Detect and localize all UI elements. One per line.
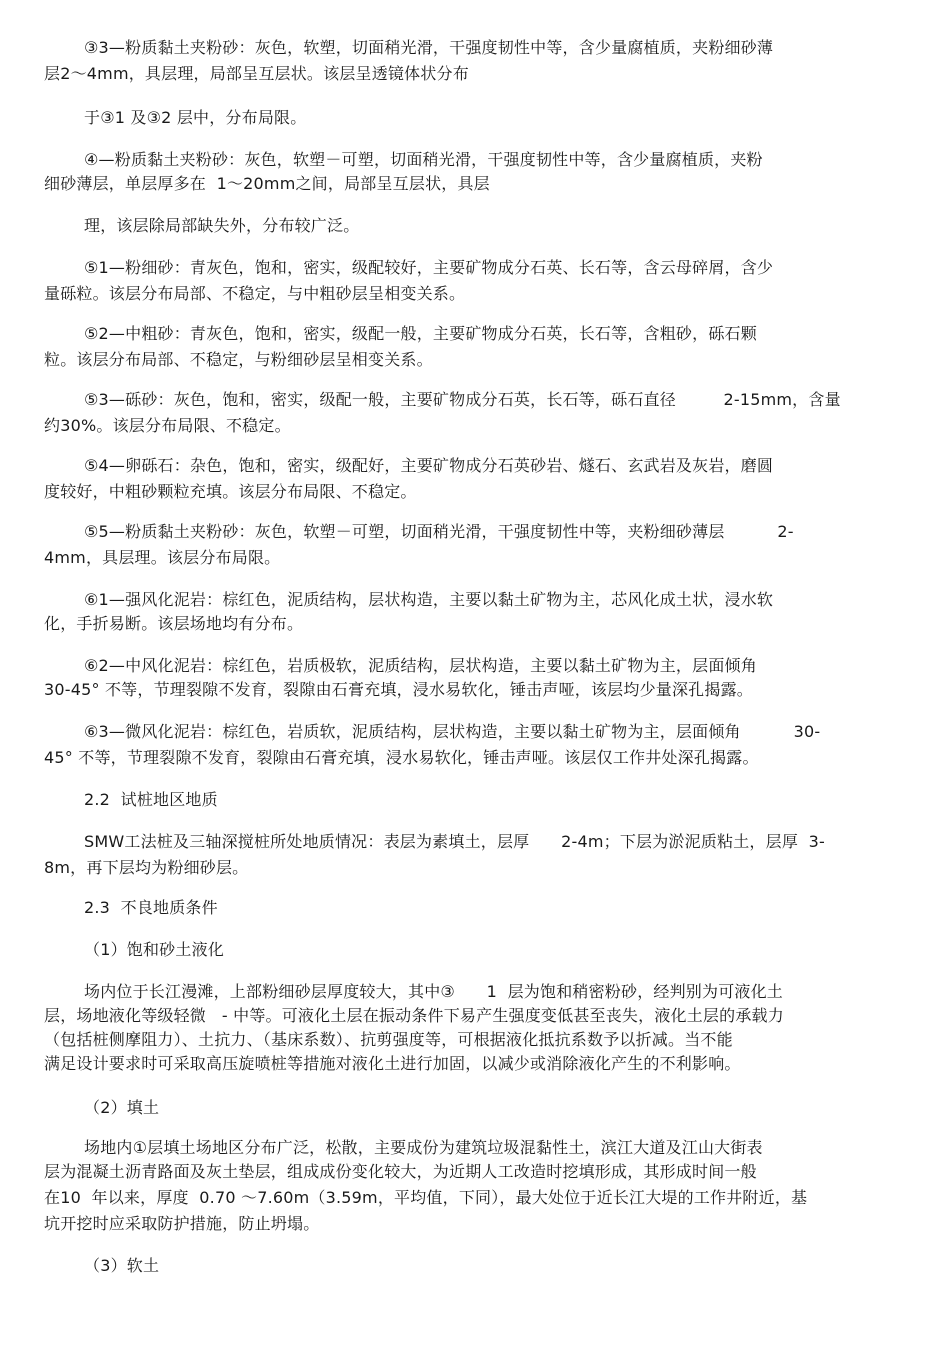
text-line: 层为混凝土沥青路面及灰土垫层，组成成份变化较大，为近期人工改造时挖填形成，其形成时间一般	[44, 1162, 757, 1181]
text-line: 层2～4mm，具层理，局部呈互层状。该层呈透镜体状分布	[44, 64, 469, 83]
text-line: ⑤1—粉细砂：青灰色，饱和，密实，级配较好，主要矿物成分石英、长石等，含云母碎屑，含少	[84, 258, 774, 277]
text-line: 粒。该层分布局部、不稳定，与粉细砂层呈相变关系。	[44, 350, 433, 369]
text-line: 4mm，具层理。该层分布局限。	[44, 548, 281, 567]
text-line: 细砂薄层，单层厚多在 1～20mm之间，局部呈互层状，具层	[44, 174, 490, 193]
text-line: 层，场地液化等级轻微 - 中等。可液化土层在振动条件下易产生强度变低甚至丧失，液化土层的承载力	[44, 1006, 784, 1025]
text-line: ⑤5—粉质黏土夹粉砂：灰色，软塑－可塑，切面稍光滑，干强度韧性中等，夹粉细砂薄层 2-	[84, 522, 794, 541]
text-line: 理，该层除局部缺失外，分布较广泛。	[84, 216, 360, 235]
text-line: ③3—粉质黏土夹粉砂：灰色，软塑，切面稍光滑，干强度韧性中等，含少量腐植质，夹粉细砂薄	[84, 38, 774, 57]
subsection-heading: （2）填土	[84, 1098, 160, 1117]
text-line: （包括桩侧摩阻力）、土抗力、（基床系数）、抗剪强度等，可根据液化抵抗系数予以折减。当不能	[44, 1030, 733, 1049]
text-line: ⑥2—中风化泥岩：棕红色，岩质极软，泥质结构，层状构造，主要以黏土矿物为主，层面倾角	[84, 656, 757, 675]
subsection-heading: （3）软土	[84, 1256, 160, 1275]
text-line: 化，手折易断。该层场地均有分布。	[44, 614, 304, 633]
text-line: 45° 不等，节理裂隙不发育，裂隙由石膏充填，浸水易软化，锤击声哑。该层仅工作井处深孔揭露。	[44, 748, 759, 767]
text-line: 在10 年以来，厚度 0.70 ～7.60m（3.59m，平均值，下同），最大处位于近长江大堤的工作井附近，基	[44, 1188, 808, 1207]
text-line: ⑤2—中粗砂：青灰色，饱和，密实，级配一般，主要矿物成分石英，长石等，含粗砂，砾石颗	[84, 324, 757, 343]
text-line: 坑开挖时应采取防护措施，防止坍塌。	[44, 1214, 320, 1233]
text-line: ⑥3—微风化泥岩：棕红色，岩质软，泥质结构，层状构造，主要以黏土矿物为主，层面倾角 30-	[84, 722, 821, 741]
text-line: 度较好，中粗砂颗粒充填。该层分布局限、不稳定。	[44, 482, 417, 501]
text-line: SMW工法桩及三轴深搅桩所处地质情况：表层为素填土，层厚 2-4m；下层为淤泥质粘土，层厚 3-	[84, 832, 825, 851]
text-line: 约30%。该层分布局限、不稳定。	[44, 416, 291, 435]
text-line: ⑤3—砾砂：灰色，饱和，密实，级配一般，主要矿物成分石英，长石等，砾石直径 2-15mm，含量	[84, 390, 841, 409]
text-line: ⑥1—强风化泥岩：棕红色，泥质结构，层状构造，主要以黏土矿物为主，芯风化成土状，浸水软	[84, 590, 774, 609]
text-line: ④—粉质黏土夹粉砂：灰色，软塑－可塑，切面稍光滑，干强度韧性中等，含少量腐植质，夹粉	[84, 150, 763, 169]
text-line: 30-45° 不等，节理裂隙不发育，裂隙由石膏充填，浸水易软化，锤击声哑，该层均少量深孔揭露。	[44, 680, 753, 699]
text-line: 场内位于长江漫滩，上部粉细砂层厚度较大，其中③ 1 层为饱和稍密粉砂，经判别为可液化土	[84, 982, 784, 1001]
text-line: 量砾粒。该层分布局部、不稳定，与中粗砂层呈相变关系。	[44, 284, 466, 303]
text-line: ⑤4—卵砾石：杂色，饱和，密实，级配好，主要矿物成分石英砂岩、燧石、玄武岩及灰岩，磨圆	[84, 456, 774, 475]
section-heading: 2.3 不良地质条件	[84, 898, 218, 917]
text-line: 于③1 及③2 层中，分布局限。	[84, 108, 307, 127]
text-line: 8m，再下层均为粉细砂层。	[44, 858, 249, 877]
subsection-heading: （1）饱和砂土液化	[84, 940, 224, 959]
text-line: 满足设计要求时可采取高压旋喷桩等措施对液化土进行加固，以减少或消除液化产生的不利影响。	[44, 1054, 741, 1073]
text-line: 场地内①层填土场地区分布广泛，松散，主要成份为建筑垃圾混黏性土，滨江大道及江山大街表	[84, 1138, 763, 1157]
section-heading: 2.2 试桩地区地质	[84, 790, 218, 809]
